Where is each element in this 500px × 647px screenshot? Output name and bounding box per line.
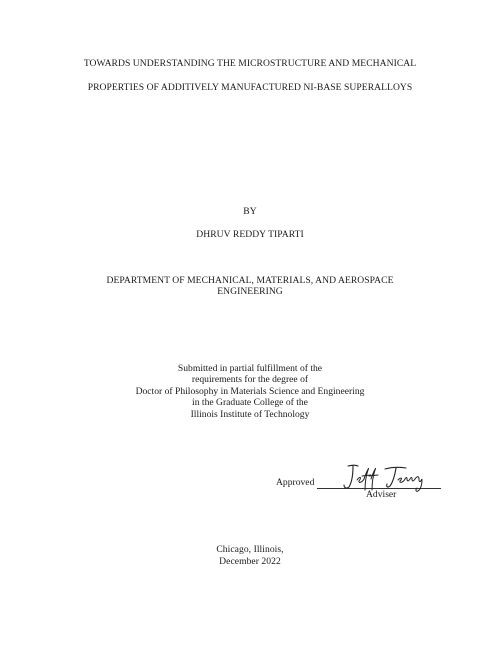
submission-line-5: Illinois Institute of Technology [190, 408, 310, 420]
submission-line-1: Submitted in partial fulfillment of the [177, 363, 323, 374]
department-line-2: ENGINEERING [217, 286, 283, 297]
approval-block [276, 462, 446, 502]
adviser-signature [340, 462, 430, 492]
submission-line-2: requirements for the degree of [191, 374, 309, 386]
approved-label: Approved [276, 477, 315, 488]
by-label: BY [243, 206, 257, 217]
location-line: Chicago, Illinois, [216, 544, 284, 555]
adviser-label: Adviser [366, 489, 397, 500]
submission-line-3: Doctor of Philosophy in Materials Science and Engineering [135, 385, 365, 397]
submission-line-4: in the Graduate College of the [192, 397, 308, 409]
author-name: DHRUV REDDY TIPARTI [196, 229, 304, 240]
thesis-title-line-2: PROPERTIES OF ADDITIVELY MANUFACTURED NI-BASE SUPERALLOYS [87, 82, 413, 93]
date-line: December 2022 [219, 556, 281, 567]
submission-statement [0, 363, 500, 420]
thesis-title-line-1: TOWARDS UNDERSTANDING THE MICROSTRUCTURE AND MECHANICAL [83, 58, 417, 69]
department-line-1: DEPARTMENT OF MECHANICAL, MATERIALS, AND AEROSPACE [106, 275, 394, 286]
